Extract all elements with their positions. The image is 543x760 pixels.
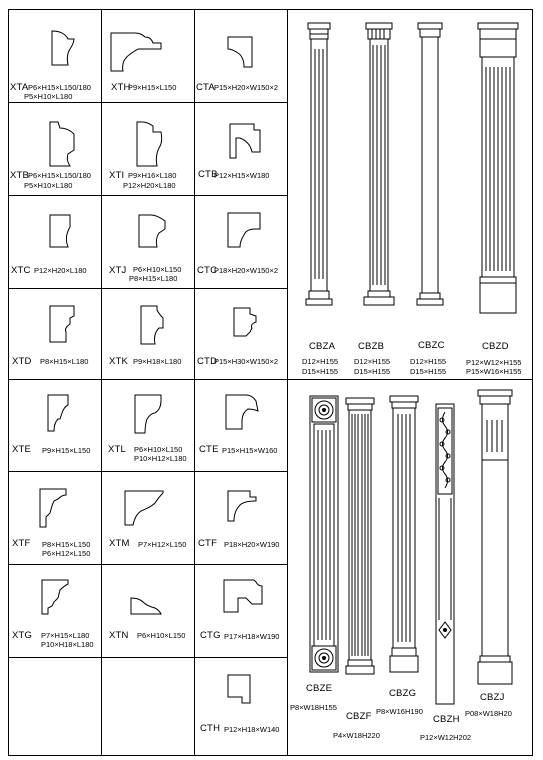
column-cbzb-icon [364, 23, 394, 305]
molding-profile-xtm-icon [101, 471, 194, 564]
column-code: CBZA [309, 341, 336, 352]
molding-cell-xta[interactable] [8, 9, 101, 102]
molding-code: XTI [109, 170, 125, 181]
molding-cell-cta[interactable] [194, 9, 287, 102]
molding-code: XTN [109, 630, 129, 641]
molding-code: XTB [10, 170, 30, 181]
molding-dims: P5×H10×L180 [24, 92, 73, 101]
molding-dims: P10×H12×L180 [134, 454, 187, 463]
column-code: CBZJ [480, 692, 505, 703]
molding-dims: P7×H15×L180 [41, 631, 90, 640]
molding-code: CTB [198, 169, 218, 180]
molding-dims: P9×H18×L180 [133, 357, 182, 366]
molding-dims: P15×H30×W150×2 [214, 357, 279, 366]
column-dims: D15×H155 [302, 367, 339, 376]
molding-dims: P9×H15×L150 [42, 446, 91, 455]
molding-profile-cte-icon [194, 379, 287, 471]
molding-cell-xtb[interactable] [8, 102, 101, 195]
column-cbza-icon [306, 23, 332, 305]
column-cbzd-icon [478, 23, 518, 313]
molding-code: XTH [111, 82, 131, 93]
molding-dims: P15×H15×W160 [222, 446, 278, 455]
column-dims: P8×W18H155 [290, 703, 337, 712]
column-dims: P8×W16H190 [376, 707, 423, 716]
molding-dims: P18×H20×W190 [224, 540, 280, 549]
molding-code: XTD [12, 356, 32, 367]
molding-dims: P12×H20×L180 [123, 181, 176, 190]
molding-profile-ctb-icon [194, 102, 287, 195]
molding-cell-xtg[interactable] [8, 564, 101, 657]
molding-cell-xtj[interactable] [101, 195, 194, 288]
molding-dims: P8×H15×L180 [129, 274, 178, 283]
molding-cell-xtc[interactable] [8, 195, 101, 288]
column-code: CBZE [306, 683, 333, 694]
columns-drawing-top [288, 9, 533, 379]
column-code: CBZG [389, 688, 417, 699]
molding-profile-xte-icon [8, 379, 101, 471]
molding-code: XTF [12, 538, 31, 549]
molding-cell-ctd[interactable] [194, 288, 287, 379]
molding-cell-ctf[interactable] [194, 471, 287, 564]
molding-code: CTE [199, 444, 219, 455]
column-cbzj-icon [478, 390, 512, 684]
column-dims: D12×H155 [354, 357, 391, 366]
molding-cell-cth[interactable] [194, 657, 287, 755]
molding-code: XTK [109, 356, 129, 367]
column-code: CBZB [358, 341, 385, 352]
empty-cell [101, 657, 194, 755]
molding-dims: P8×H15×L180 [40, 357, 89, 366]
molding-cell-ctc[interactable] [194, 195, 287, 288]
molding-dims: P18×H20×W150×2 [214, 266, 279, 275]
column-code: CBZH [433, 714, 460, 725]
molding-cell-xtm[interactable] [101, 471, 194, 564]
grid-line [8, 755, 533, 756]
column-dims: D12×H155 [410, 357, 447, 366]
column-dims: D15×H155 [354, 367, 391, 376]
molding-cell-xtl[interactable] [101, 379, 194, 471]
molding-cell-xtn[interactable] [101, 564, 194, 657]
molding-code: XTL [108, 444, 127, 455]
column-dims: D15×H155 [410, 367, 447, 376]
molding-dims: P9×H16×L180 [128, 171, 177, 180]
molding-dims: P12×H15×W180 [214, 171, 270, 180]
empty-cell [8, 657, 101, 755]
molding-dims: P10×H18×L180 [41, 640, 94, 649]
molding-code: CTC [197, 265, 218, 276]
molding-cell-cte[interactable] [194, 379, 287, 471]
column-dims: P12×W12H202 [420, 733, 472, 742]
column-code: CBZC [418, 340, 445, 351]
column-dims: P15×W16×H155 [466, 367, 522, 376]
molding-dims: P15×H20×W150×2 [214, 83, 279, 92]
molding-cell-xti[interactable] [101, 102, 194, 195]
column-code: CBZF [346, 711, 372, 722]
column-dims: P4×W18H220 [333, 731, 380, 740]
molding-code: CTF [198, 538, 218, 549]
molding-profile-ctg-icon [194, 564, 287, 657]
molding-dims: P12×H20×L180 [34, 266, 87, 275]
molding-code: XTA [10, 82, 29, 93]
molding-dims: P6×H10×L150 [133, 265, 182, 274]
molding-code: CTH [200, 723, 221, 734]
molding-dims: P6×H10×L150 [134, 445, 183, 454]
molding-profile-ctf-icon [194, 471, 287, 564]
molding-code: CTA [196, 82, 215, 93]
molding-code: XTC [11, 265, 31, 276]
molding-dims: P17×H18×W190 [224, 632, 280, 641]
column-code: CBZD [482, 341, 509, 352]
molding-profile-xtn-icon [101, 564, 194, 657]
molding-code: CTG [200, 630, 221, 641]
column-cbzf-icon [346, 398, 374, 674]
column-cbzg-icon [390, 396, 418, 672]
molding-cell-ctg[interactable] [194, 564, 287, 657]
column-cbzh-icon [436, 404, 454, 704]
molding-cell-xtd[interactable] [8, 288, 101, 379]
molding-cell-xth[interactable] [101, 9, 194, 102]
molding-dims: P6×H15×L150/180 [28, 83, 91, 92]
molding-cell-xtf[interactable] [8, 471, 101, 564]
molding-dims: P9×H15×L150 [128, 83, 177, 92]
molding-cell-xte[interactable] [8, 379, 101, 471]
molding-profile-cth-icon [194, 657, 287, 755]
molding-dims: P6×H10×L150 [137, 631, 186, 640]
column-cbze-icon [310, 396, 338, 672]
column-cbzc-icon [417, 23, 443, 305]
column-dims: P08×W18H20 [465, 709, 512, 718]
molding-code: XTJ [109, 265, 127, 276]
molding-cell-xtk[interactable] [101, 288, 194, 379]
molding-dims: P8×H15×L150 [42, 540, 91, 549]
molding-dims: P5×H10×L180 [24, 181, 73, 190]
molding-dims: P6×H12×L150 [42, 549, 91, 558]
column-dims: P12×W12×H155 [466, 358, 522, 367]
molding-dims: P12×H18×W140 [224, 725, 280, 734]
molding-code: XTE [12, 444, 32, 455]
column-dims: D12×H155 [302, 357, 339, 366]
molding-code: CTD [197, 356, 218, 367]
molding-code: XTG [12, 630, 33, 641]
molding-code: XTM [109, 538, 130, 549]
molding-dims: P6×H15×L150/180 [28, 171, 91, 180]
molding-dims: P7×H12×L150 [138, 540, 187, 549]
molding-cell-ctb[interactable] [194, 102, 287, 195]
